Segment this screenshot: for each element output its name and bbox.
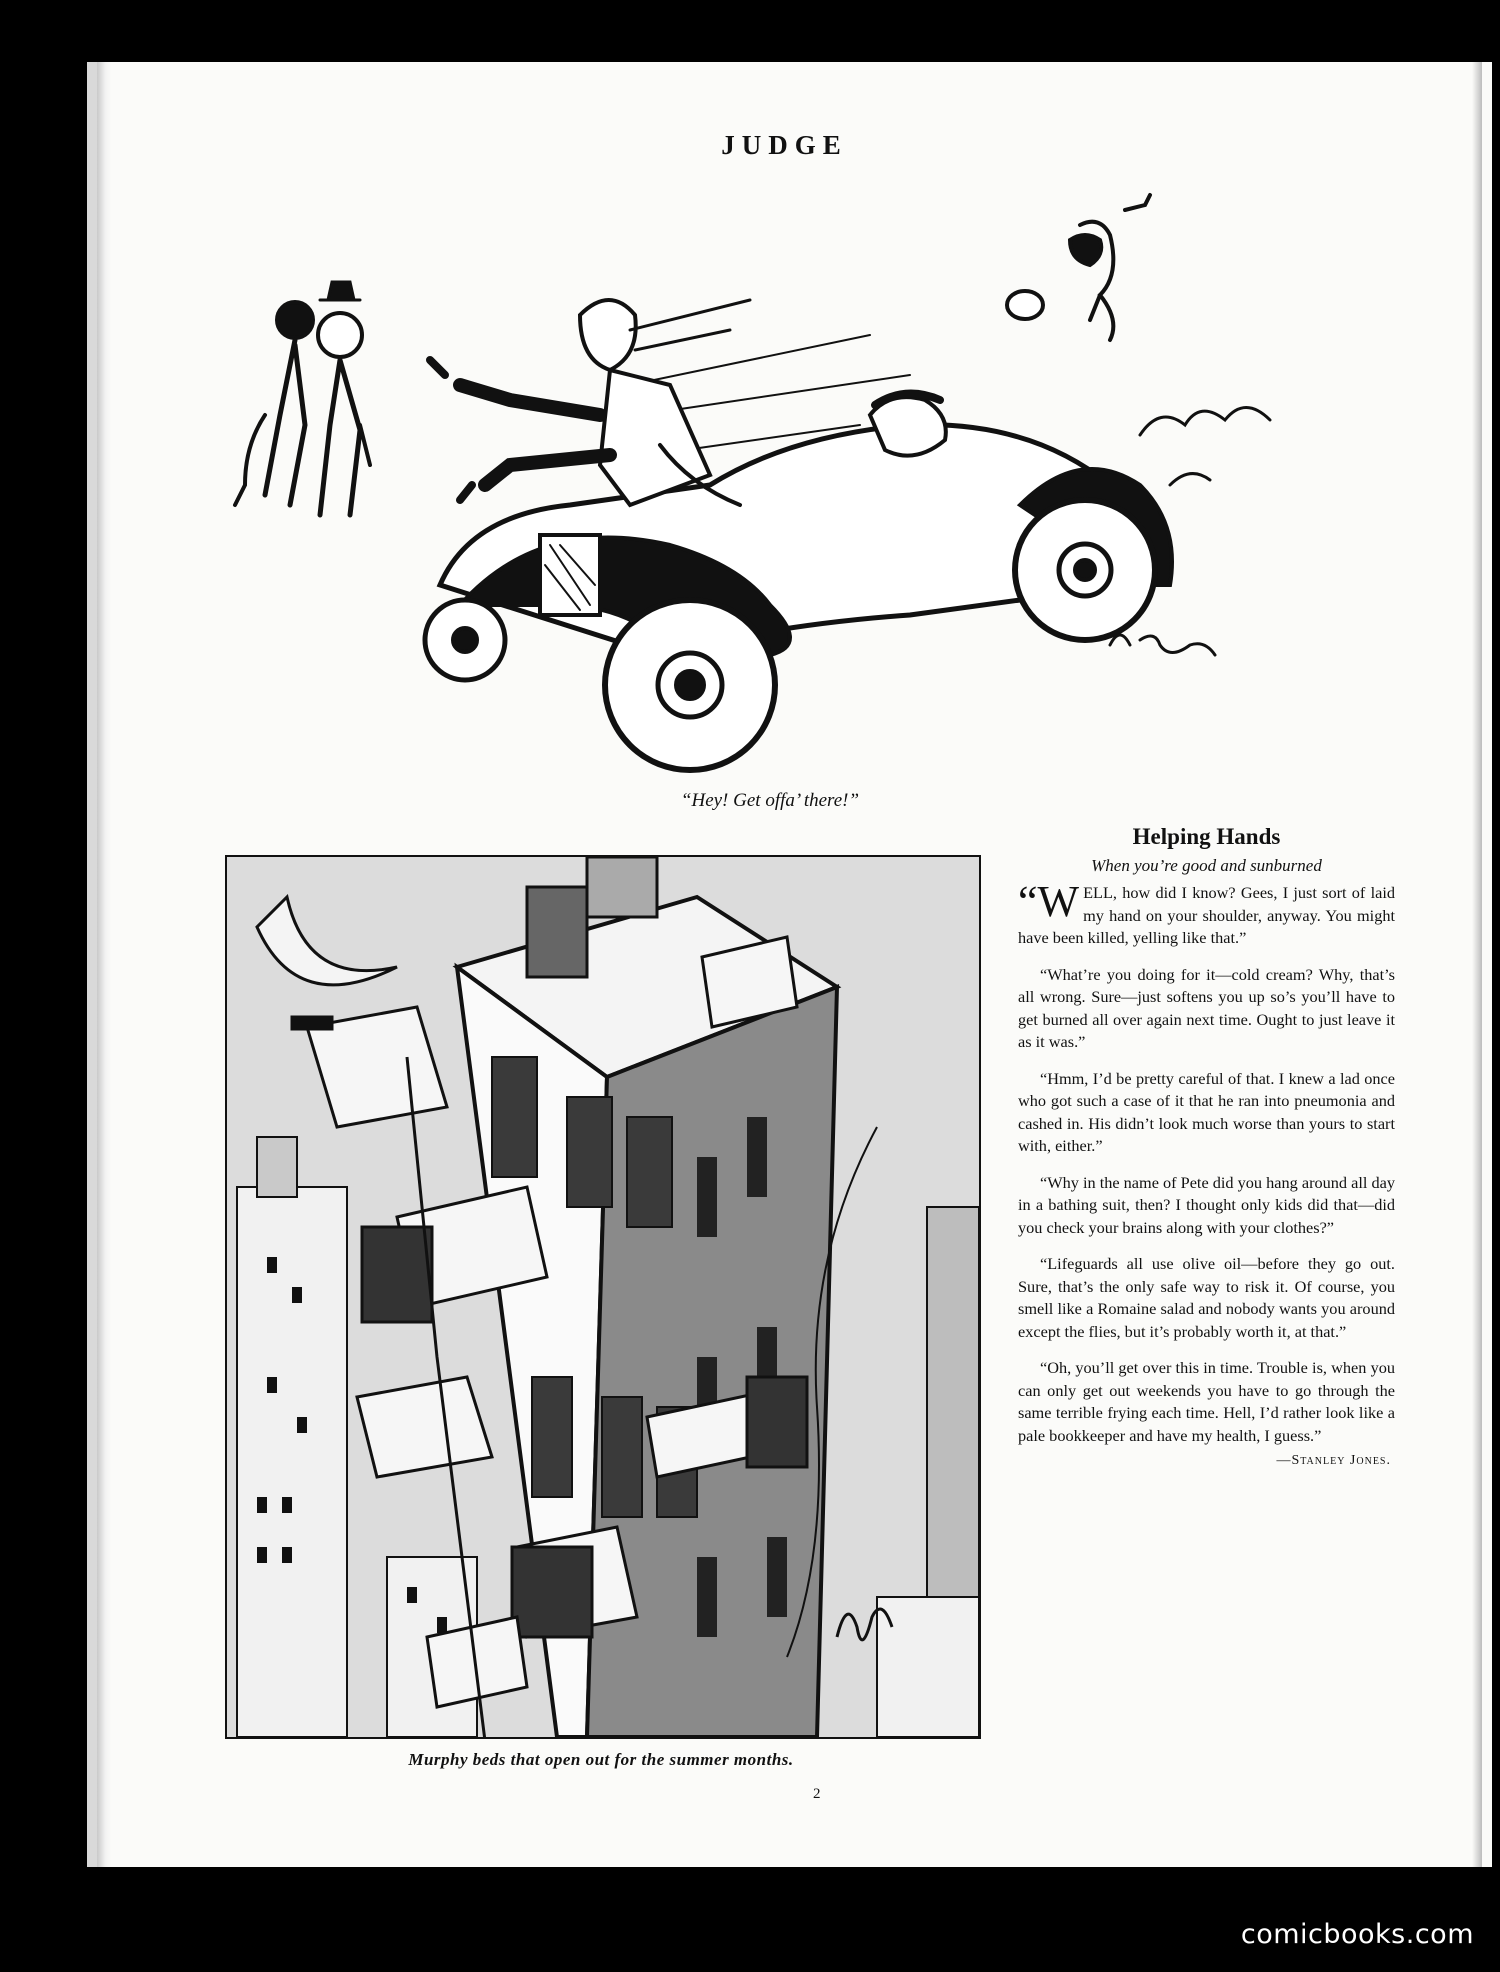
- page-number: 2: [813, 1786, 821, 1802]
- article-paragraph: “Oh, you’ll get over this in time. Trouble is, when you can only get out weekends you have to go through the same terrible frying each time. Hell, I’d rather look like a pale bookkeeper and have my health, I guess.”: [1018, 1358, 1395, 1445]
- page-edge: [1472, 62, 1482, 1867]
- article-title: Helping Hands: [1132, 824, 1281, 849]
- page-binding: [97, 62, 111, 1867]
- car-cartoon-drawing: [210, 185, 1290, 785]
- car-cartoon-caption: “Hey! Get offa’ there!”: [680, 790, 860, 811]
- masthead: JUDGE: [721, 130, 848, 160]
- article-byline-text: —Stanley Jones.: [1276, 1453, 1391, 1468]
- article-helping-hands: [1018, 824, 1395, 1469]
- building-cartoon: [225, 855, 981, 1739]
- building-cartoon-caption: Murphy beds that open out for the summer months.: [408, 1750, 794, 1769]
- watermark: comicbooks.com: [1240, 1919, 1474, 1950]
- article-paragraph: [1018, 877, 1395, 950]
- building-cartoon-drawing: [227, 857, 979, 1737]
- article-paragraph: “Hmm, I’d be pretty careful of that. I knew a lad once who got such a case of it that he ran into pneumonia and cashed in. His didn’t look much worse than yours to start with, either.”: [1018, 1068, 1395, 1155]
- article-paragraph: “Lifeguards all use olive oil—before they go out. Sure, that’s the only safe way to risk it. Of course, you smell like a Romaine salad and nobody wants you around except the flies, but it’s probably worth it, at that.”: [1018, 1254, 1395, 1341]
- article-paragraph-text: ELL, how did I know? Gees, I just sort of laid my hand on your shoulder, anyway. You might have been killed, yelling like that.”: [1018, 883, 1395, 947]
- article-subtitle: When you’re good and sunburned: [1091, 856, 1322, 875]
- car-cartoon: [210, 185, 1290, 785]
- article-paragraph: “What’re you doing for it—cold cream? Why, that’s all wrong. Sure—just softens you up so’s you’ll have to get burned all over again next time. Ought to just leave it as it was.”: [1018, 964, 1395, 1051]
- article-byline: [1018, 1453, 1395, 1469]
- article-dropcap: “W: [1018, 877, 1080, 926]
- article-paragraph: “Why in the name of Pete did you hang around all day in a bathing suit, then? I thought only kids did that—did you check your brains along with your clothes?”: [1018, 1172, 1395, 1237]
